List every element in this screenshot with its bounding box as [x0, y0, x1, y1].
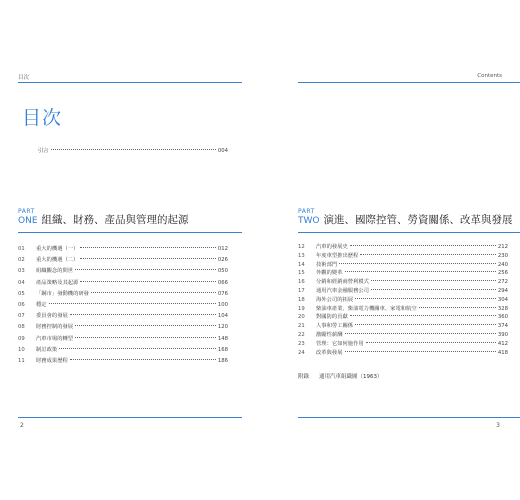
chapter-title: 管理：它如何施作用 — [316, 340, 364, 347]
toc-entry[interactable] — [298, 261, 508, 269]
chapter-title: 財務成果歷程 — [36, 358, 68, 364]
chapter-number: 06 — [18, 302, 25, 308]
chapter-page: 104 — [217, 313, 228, 320]
leader-dots — [49, 303, 216, 304]
chapter-number: 10 — [18, 346, 25, 353]
running-head-right: Contents — [477, 73, 502, 79]
chapter-title: 產品策略及其起源 — [36, 279, 79, 286]
chapter-number: 04 — [18, 279, 25, 286]
chapter-number: 24 — [298, 349, 305, 356]
chapter-number: 01 — [18, 246, 25, 252]
toc-entry[interactable] — [18, 312, 228, 320]
toc-entry[interactable] — [18, 245, 228, 253]
leader-dots — [80, 247, 215, 248]
header-rule-left — [18, 82, 242, 83]
leader-dots — [51, 149, 216, 150]
chapter-page: 186 — [217, 358, 228, 364]
chapter-title: 分銷和經銷商營利模式 — [316, 279, 369, 286]
toc-entry[interactable] — [298, 340, 508, 348]
toc-entry[interactable] — [18, 301, 228, 309]
footer-rule-right — [298, 417, 520, 418]
chapter-number: 12 — [298, 244, 305, 250]
chapter-title: 穩定 — [36, 302, 47, 308]
part-two-heading — [298, 208, 512, 227]
page-title: 目次 — [22, 107, 63, 129]
leader-dots — [371, 280, 496, 281]
leader-dots — [339, 263, 496, 264]
toc-entry-title: 引言 — [38, 148, 49, 154]
chapter-number: 02 — [18, 257, 25, 264]
toc-entry[interactable] — [18, 335, 228, 343]
part-label: PART — [298, 208, 315, 215]
part-title: 組織、財務、產品與管理的起源 — [41, 214, 189, 226]
leader-dots — [80, 281, 215, 282]
chapter-page: 412 — [497, 340, 508, 347]
page-number-right: 3 — [496, 422, 500, 429]
chapter-title: 柴油車產業、柴油電力機關車、家電和航空 — [316, 305, 417, 312]
chapter-page: 230 — [497, 252, 508, 259]
footer-rule-left — [18, 417, 242, 418]
chapter-page: 418 — [497, 349, 508, 356]
part-rule-left — [18, 232, 242, 233]
chapter-title: 重大的機遇（二） — [36, 257, 79, 264]
chapter-number: 08 — [18, 324, 25, 331]
chapter-title: 海外公司的拓展 — [316, 296, 354, 303]
toc-entry-intro[interactable] — [38, 147, 228, 155]
chapter-number: 17 — [298, 288, 305, 294]
part-one-heading — [18, 208, 189, 227]
chapter-title: 汽車市場的轉型 — [36, 335, 74, 342]
leader-dots — [355, 298, 496, 299]
chapter-number: 16 — [298, 279, 305, 286]
toc-entry-page: 004 — [217, 148, 228, 154]
chapter-number: 07 — [18, 313, 25, 320]
chapter-page: 168 — [217, 346, 228, 353]
chapter-number: 23 — [298, 340, 305, 347]
leader-dots — [345, 351, 496, 352]
leader-dots — [91, 292, 216, 293]
chapter-title: 重大的機遇（一） — [36, 246, 79, 252]
chapter-page: 120 — [217, 324, 228, 331]
chapter-page: 066 — [217, 279, 228, 286]
chapter-page: 374 — [497, 323, 508, 330]
appendix-title: 通用汽車組織圖（1963） — [319, 374, 383, 380]
page-number-left: 2 — [20, 422, 24, 429]
chapter-page: 304 — [497, 296, 508, 303]
chapter-title: 通用汽車金融服務公司 — [316, 288, 369, 294]
chapter-title: 委員會的發展 — [36, 313, 68, 320]
chapter-title: 外觀的變革 — [316, 270, 343, 277]
chapter-title: 財務控制的發展 — [36, 324, 74, 331]
chapter-number: 03 — [18, 268, 25, 275]
chapter-title: 人事和勞工關係 — [316, 323, 354, 330]
toc-entry[interactable] — [298, 287, 508, 295]
toc-entry[interactable] — [298, 243, 508, 251]
chapter-page: 256 — [497, 270, 508, 277]
toc-entry[interactable] — [298, 322, 508, 330]
chapter-title: 組織觀念的問世 — [36, 268, 74, 275]
toc-entry[interactable] — [18, 346, 228, 354]
chapter-page: 076 — [217, 290, 228, 297]
leader-dots — [350, 245, 496, 246]
chapter-page: 360 — [497, 314, 508, 321]
toc-entry[interactable] — [298, 252, 508, 260]
chapter-title: 年度車型推出歷程 — [316, 252, 359, 259]
leader-dots — [355, 324, 496, 325]
leader-dots — [350, 315, 496, 316]
chapter-page: 240 — [497, 261, 508, 268]
toc-entry[interactable] — [18, 357, 228, 365]
appendix-entry[interactable] — [298, 372, 383, 380]
leader-dots — [419, 307, 496, 308]
toc-entry[interactable] — [298, 296, 508, 304]
toc-entry[interactable] — [298, 313, 508, 321]
appendix-label: 附錄 — [298, 374, 310, 380]
part-rule-right — [298, 232, 520, 233]
part-label: PART — [18, 208, 35, 215]
chapter-title: 制訂政策 — [36, 346, 58, 353]
leader-dots — [360, 254, 495, 255]
toc-entry[interactable] — [18, 267, 228, 275]
chapter-number: 14 — [298, 261, 305, 268]
toc-entry[interactable] — [18, 279, 228, 287]
part-number-word: TWO — [298, 216, 320, 226]
chapter-page: 212 — [497, 244, 508, 250]
leader-dots — [75, 269, 216, 270]
chapter-title: 汽車的發展史 — [316, 244, 348, 250]
chapter-number: 13 — [298, 252, 305, 259]
chapter-title: 改革與發展 — [316, 349, 343, 356]
chapter-page: 294 — [497, 288, 508, 294]
chapter-page: 390 — [497, 332, 508, 338]
leader-dots — [75, 337, 216, 338]
chapter-number: 05 — [18, 290, 25, 297]
running-head-left: 目次 — [18, 75, 30, 81]
part-title: 演進、國際控管、勞資關係、改革與發展 — [323, 214, 513, 226]
toc-entry[interactable] — [298, 305, 508, 313]
toc-entry[interactable] — [298, 278, 508, 286]
leader-dots — [345, 271, 496, 272]
chapter-title: 激勵性薪酬 — [316, 332, 343, 338]
chapter-title: 對國防的貢獻 — [316, 314, 348, 321]
chapter-page: 148 — [217, 335, 228, 342]
leader-dots — [80, 258, 215, 259]
chapter-number: 21 — [298, 323, 305, 330]
chapter-title: 「鋼市」發動機的研發 — [36, 290, 89, 297]
right-page — [260, 0, 520, 500]
leader-dots — [371, 289, 496, 290]
chapter-number: 19 — [298, 305, 305, 312]
chapter-number: 22 — [298, 332, 305, 338]
chapter-page: 328 — [497, 305, 508, 312]
chapter-number: 09 — [18, 335, 25, 342]
chapter-title: 技術部門 — [316, 261, 338, 268]
toc-entry[interactable] — [18, 323, 228, 331]
header-rule-right — [298, 82, 520, 83]
chapter-page: 026 — [217, 257, 228, 264]
chapter-page: 012 — [217, 246, 228, 252]
chapter-number: 20 — [298, 314, 305, 321]
leader-dots — [366, 342, 496, 343]
toc-entry[interactable] — [298, 331, 508, 339]
toc-entry[interactable] — [298, 269, 508, 277]
chapter-number: 15 — [298, 270, 305, 277]
chapter-number: 11 — [18, 358, 25, 364]
chapter-page: 050 — [217, 268, 228, 275]
leader-dots — [70, 359, 216, 360]
leader-dots — [345, 333, 496, 334]
toc-entry[interactable] — [18, 290, 228, 298]
chapter-page: 272 — [497, 279, 508, 286]
chapter-page: 100 — [217, 302, 228, 308]
chapter-number: 18 — [298, 296, 305, 303]
toc-entry[interactable] — [298, 349, 508, 357]
part-number-word: ONE — [18, 216, 38, 226]
leader-dots — [75, 325, 216, 326]
leader-dots — [59, 348, 216, 349]
toc-entry[interactable] — [18, 256, 228, 264]
leader-dots — [70, 314, 216, 315]
